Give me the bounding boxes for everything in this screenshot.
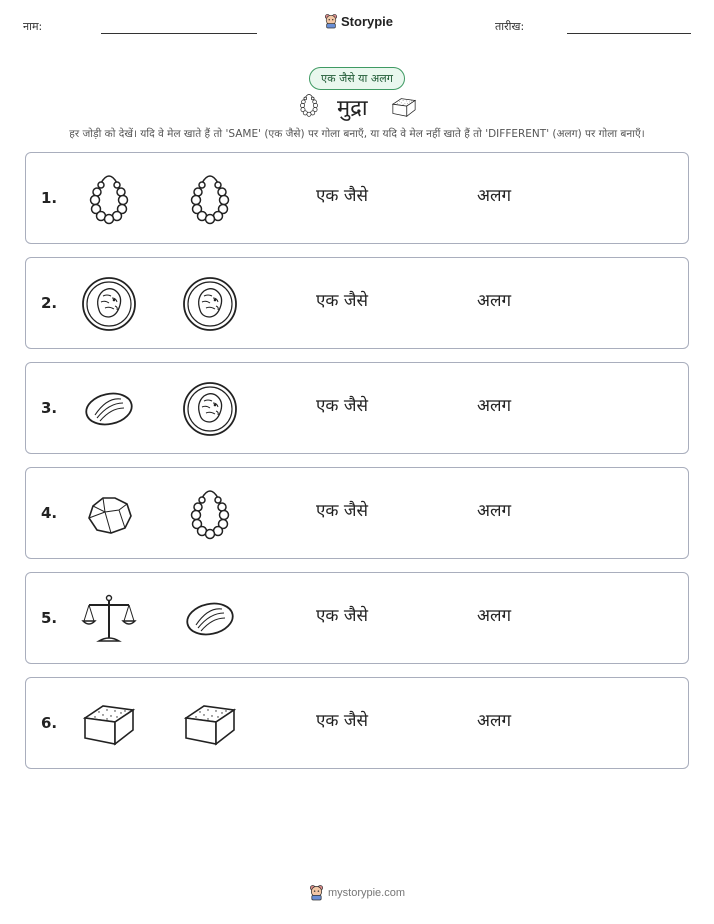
salt-block-icon bbox=[389, 94, 419, 120]
footer bbox=[309, 884, 405, 901]
question-row bbox=[25, 572, 689, 664]
bear-mascot-icon bbox=[309, 884, 324, 901]
salt-block-icon bbox=[182, 696, 238, 752]
question-row bbox=[25, 362, 689, 454]
question-number: 4. bbox=[41, 504, 58, 522]
instructions: हर जोड़ी को देखें। यदि वे मेल खाते हैं तो 'SAME' (एक जैसे) पर गोला बनाएँ, या यदि वे मेल नहीं खाते हैं तो 'DIFFERENT' (अलग) पर गोला बनाएँ। bbox=[69, 128, 645, 140]
same-option[interactable]: एक जैसे bbox=[316, 501, 368, 521]
date-label: तारीख: bbox=[495, 20, 525, 33]
name-label: नाम: bbox=[23, 20, 43, 33]
name-field-line[interactable] bbox=[101, 33, 257, 34]
worksheet-type-badge: एक जैसे या अलग bbox=[309, 67, 405, 90]
question-row bbox=[25, 152, 689, 244]
necklace-icon bbox=[182, 171, 238, 227]
different-option[interactable]: अलग bbox=[477, 396, 512, 416]
different-option[interactable]: अलग bbox=[477, 501, 512, 521]
question-row bbox=[25, 257, 689, 349]
salt-block-icon bbox=[81, 696, 137, 752]
same-option[interactable]: एक जैसे bbox=[316, 711, 368, 731]
bear-mascot-icon bbox=[324, 13, 338, 29]
lion-coin-icon bbox=[182, 381, 238, 437]
necklace-icon bbox=[296, 92, 322, 118]
lion-coin-icon bbox=[81, 276, 137, 332]
necklace-icon bbox=[81, 171, 137, 227]
title-row bbox=[0, 90, 714, 126]
footer-site: mystorypie.com bbox=[328, 886, 406, 899]
date-field-line[interactable] bbox=[567, 33, 691, 34]
question-number: 5. bbox=[41, 609, 58, 627]
different-option[interactable]: अलग bbox=[477, 606, 512, 626]
different-option[interactable]: अलग bbox=[477, 711, 512, 731]
different-option[interactable]: अलग bbox=[477, 186, 512, 206]
question-row bbox=[25, 467, 689, 559]
question-number: 3. bbox=[41, 399, 58, 417]
different-option[interactable]: अलग bbox=[477, 291, 512, 311]
same-option[interactable]: एक जैसे bbox=[316, 396, 368, 416]
same-option[interactable]: एक जैसे bbox=[316, 291, 368, 311]
question-row bbox=[25, 677, 689, 769]
same-option[interactable]: एक जैसे bbox=[316, 186, 368, 206]
scale-icon bbox=[81, 591, 137, 647]
question-number: 6. bbox=[41, 714, 58, 732]
shell-coin-icon bbox=[81, 381, 137, 437]
question-number: 2. bbox=[41, 294, 58, 312]
question-number: 1. bbox=[41, 189, 58, 207]
page-title: मुद्रा bbox=[337, 96, 368, 121]
stone-icon bbox=[81, 486, 137, 542]
shell-coin-icon bbox=[182, 591, 238, 647]
same-option[interactable]: एक जैसे bbox=[316, 606, 368, 626]
necklace-icon bbox=[182, 486, 238, 542]
brand-logo bbox=[324, 13, 393, 29]
lion-coin-icon bbox=[182, 276, 238, 332]
brand-name: Storypie bbox=[341, 13, 394, 29]
